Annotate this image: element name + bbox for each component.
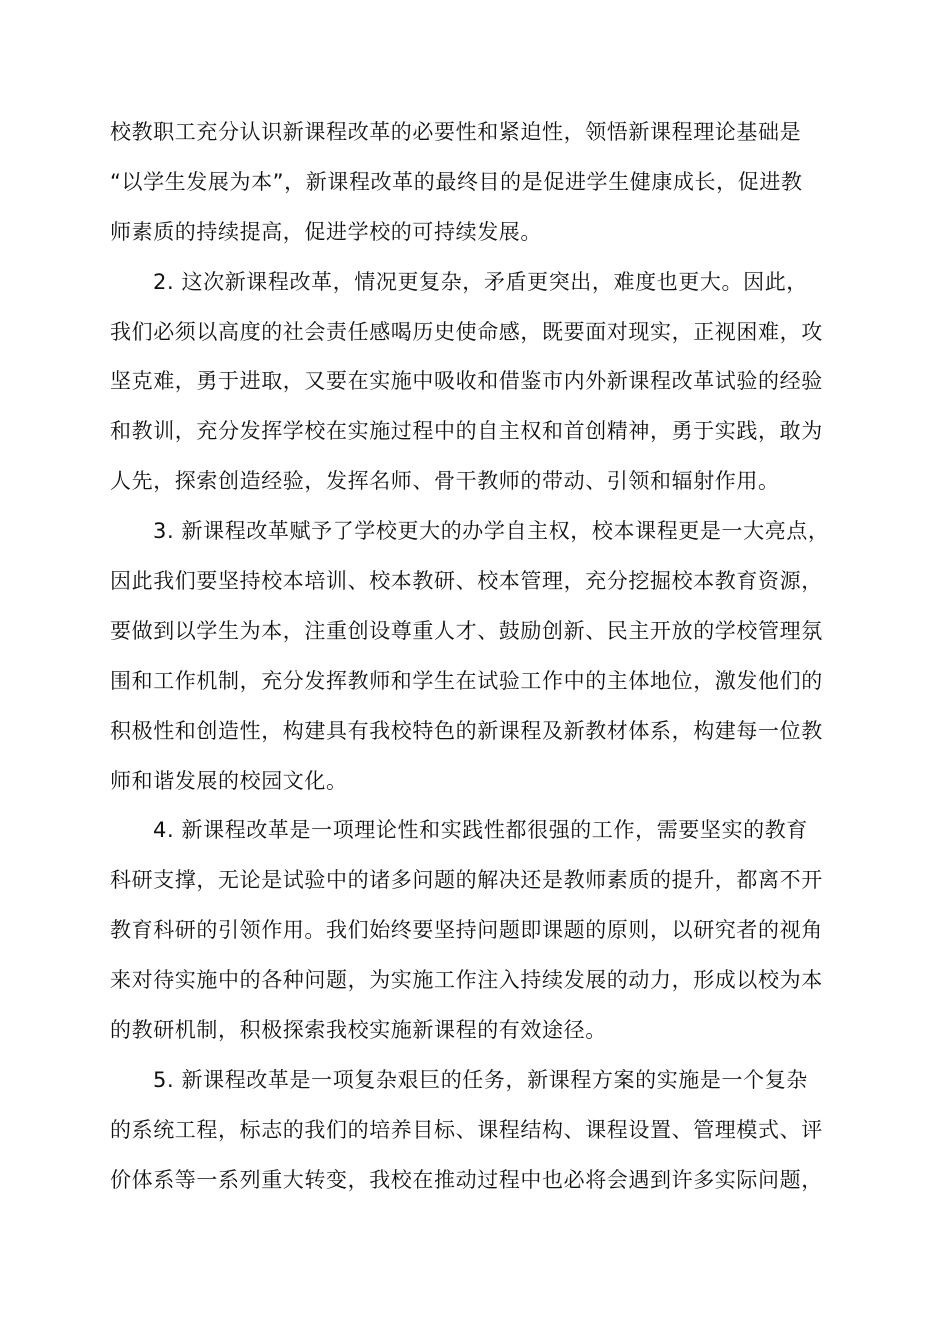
paragraph-line: 校教职工充分认识新课程改革的必要性和紧迫性，领悟新课程理论基础是 [110,120,802,144]
paragraph-1 [110,108,850,258]
paragraph-line: 师素质的持续提高，促进学校的可持续发展。 [110,219,542,244]
paragraph-line: 来对待实施中的各种问题，为实施工作注入持续发展的动力，形成以校为本 [110,968,823,993]
paragraph-line: 3. 新课程改革赋予了学校更大的办学自主权，校本课程更是一大亮点， [153,519,830,544]
paragraph-line: 价体系等一系列重大转变，我校在推动过程中也必将会遇到许多实际问题， [110,1167,823,1192]
paragraph-line: 要做到以学生为本，注重创设尊重人才、鼓励创新、民主开放的学校管理氛 [110,618,823,643]
document-body [110,108,850,1206]
paragraph-2 [110,258,850,507]
paragraph-line: 教育科研的引领作用。我们始终要坚持问题即课题的原则，以研究者的视角 [110,918,823,943]
paragraph-5 [110,1056,850,1206]
paragraph-line: 4. 新课程改革是一项理论性和实践性都很强的工作，需要坚实的教育 [153,818,808,843]
paragraph-line: 我们必须以高度的社会责任感喝历史使命感，既要面对现实，正视困难，攻 [110,319,823,344]
paragraph-3 [110,507,850,806]
paragraph-line: 5. 新课程改革是一项复杂艰巨的任务，新课程方案的实施是一个复杂 [153,1067,808,1092]
paragraph-line: 的系统工程，标志的我们的培养目标、课程结构、课程设置、管理模式、评 [110,1117,823,1142]
paragraph-line: 积极性和创造性，构建具有我校特色的新课程及新教材体系，构建每一位教 [110,718,823,743]
paragraph-line: 科研支撑，无论是试验中的诸多问题的解决还是教师素质的提升，都离不开 [110,868,823,893]
paragraph-line: 2. 这次新课程改革，情况更复杂，矛盾更突出，难度也更大。因此， [153,269,808,294]
paragraph-line: “以学生发展为本”，新课程改革的最终目的是促进学生健康成长，促进教 [110,169,803,194]
paragraph-line: 的教研机制，积极探索我校实施新课程的有效途径。 [110,1018,607,1043]
paragraph-line: 因此我们要坚持校本培训、校本教研、校本管理，充分挖掘校本教育资源， [110,569,823,594]
paragraph-line: 围和工作机制，充分发挥教师和学生在试验工作中的主体地位，激发他们的 [110,668,823,693]
paragraph-line: 人先，探索创造经验，发挥名师、骨干教师的带动、引领和辐射作用。 [110,469,780,494]
paragraph-line: 师和谐发展的校园文化。 [110,768,348,793]
paragraph-4 [110,806,850,1055]
paragraph-line: 坚克难，勇于进取，又要在实施中吸收和借鉴市内外新课程改革试验的经验 [110,369,823,394]
paragraph-line: 和教训，充分发挥学校在实施过程中的自主权和首创精神，勇于实践，敢为 [110,419,823,444]
